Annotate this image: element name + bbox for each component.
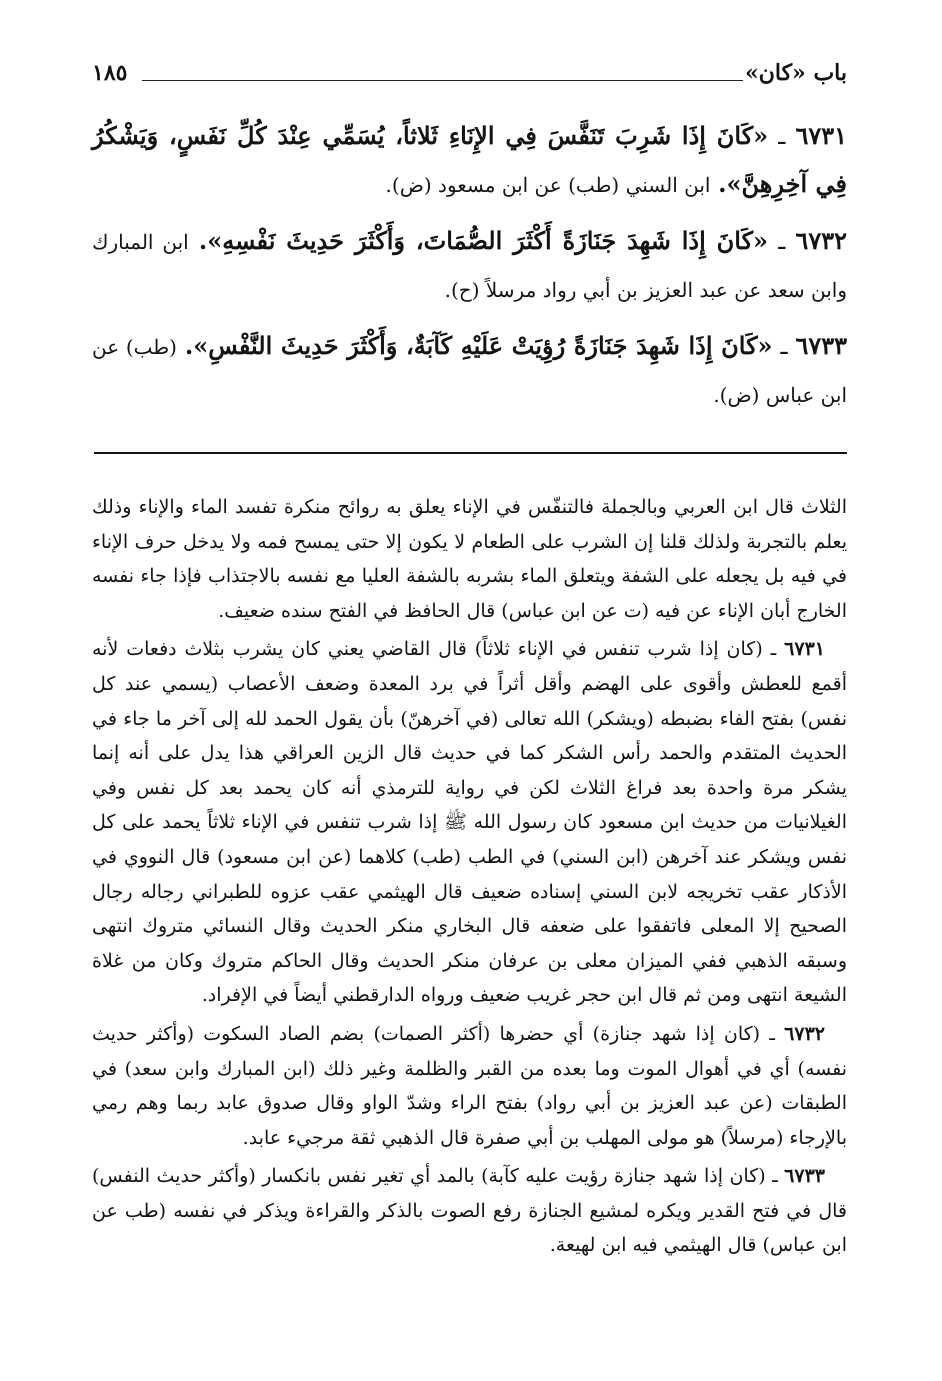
- header-rule: [142, 80, 743, 81]
- commentary-text: (كان إذا شهد جنازة) أي حضرها (أكثر الصمات) بضم الصاد السكوت (وأكثر حديث نفسه) أي في أهوال الموت وما بعده من القبر والظلمة وغير ذلك (ابن المبارك وابن سعد) في الطبقات (عن عبد العزيز بن أبي رواد) بفتح الراء وشدّ الواو وقال صدوق عابد ربما وهم رمي بالإرجاء (مرسلاً) هو مولى المهلب بن أبي صفرة قال الذهبي ثقة مرجيء عابد.: [92, 1022, 847, 1149]
- commentary-text: (كان إذا شهد جنازة رؤيت عليه كآبة) بالمد أي تغير نفس بانكسار (وأكثر حديث النفس) قال في فتح القدير ويكره لمشيع الجنازة رفع الصوت بالذكر والقراءة ويذكر في نفسه (طب عن ابن عباس) قال الهيثمي فيه ابن لهيعة.: [92, 1165, 847, 1257]
- hadith-number: ٦٧٣٣: [795, 331, 847, 360]
- commentary-text: (كان إذا شرب تنفس في الإناء ثلاثاً) قال القاضي يعني كان يشرب بثلاث دفعات لأنه أقمع للعطش وأقوى على الهضم وأقل أثراً في برد المعدة وضعف الأعصاب (يسمي عند كل نفس) بفتح الفاء بضبطه (ويشكر) الله تعالى (في آخرهنّ) بأن يقول الحمد لله إلى آخر ما جاء في الحديث المتقدم والحمد رأس الشكر كما في حديث قال الزين العراقي هذا يدل على أنه إنما يشكر مرة واحدة بعد فراغ الثلاث لكن في رواية للترمذي أنه كان يحمد بعد كل نفس وفي الغيلانيات من حديث ابن مسعود كان رسول الله ﷺ إذا شرب تنفس في الإناء ثلاثاً يحمد على كل نفس ويشكر عند آخرهن (ابن السني) في الطب (طب) كلاهما (عن ابن مسعود) قال النووي في الأذكار عقب تخريجه لابن السني إسناده ضعيف قال الهيثمي عقب عزوه للطبراني رجاله رجال الصحيح إلا المعلى فاتفقوا على ضعفه قال البخاري منكر الحديث وقال النسائي متروك انتهى وسبقه الذهبي ففي الميزان معلى بن عرفان منكر الحديث وقال الحاكم متروك وكان من غلاة الشيعة انتهى ومن ثم قال ابن حجر غريب ضعيف ورواه الدارقطني أيضاً في الإفراد.: [92, 638, 847, 1007]
- hadith-source: (طب) عن ابن عباس (ض).: [92, 335, 847, 407]
- page-header: [92, 56, 847, 96]
- page-number: ١٨٥: [92, 60, 128, 86]
- hadith-quote: «كَانَ إِذَا شَهِدَ جَنَازَةً رُؤِيَتْ عَلَيْهِ كَآبَةٌ، وَأَكْثَرَ حَدِيثَ النَّفْسِ».: [184, 331, 773, 360]
- commentary-number: ٦٧٣١: [784, 638, 825, 661]
- hadith-number: ٦٧٣٢: [795, 226, 847, 255]
- hadith-quote: «كَانَ إِذَا شَهِدَ جَنَازَةً أَكْثَرَ الصُّمَاتَ، وَأَكْثَرَ حَدِيثَ نَفْسِهِ».: [198, 226, 769, 255]
- commentary-entry: ٦٧٣٢ ـ (كان إذا شهد جنازة) أي حضرها (أكثر الصمات) بضم الصاد السكوت (وأكثر حديث نفسه) أي في أهوال الموت وما بعده من القبر والظلمة وغير ذلك (ابن المبارك وابن سعد) في الطبقات (عن عبد العزيز بن أبي رواد) بفتح الراء وشدّ الواو وقال صدوق عابد ربما وهم رمي بالإرجاء (مرسلاً) هو مولى المهلب بن أبي صفرة قال الذهبي ثقة مرجيء عابد.: [92, 1022, 847, 1149]
- section-divider: [94, 452, 847, 454]
- chapter-title: باب «كان»: [744, 60, 847, 86]
- commentary-entry: ٦٧٣١ ـ (كان إذا شرب تنفس في الإناء ثلاثاً) قال القاضي يعني كان يشرب بثلاث دفعات لأنه أقمع للعطش وأقوى على الهضم وأقل أثراً في برد المعدة وضعف الأعصاب (يسمي عند كل نفس) بفتح الفاء بضبطه (ويشكر) الله تعالى (في آخرهنّ) بأن يقول الحمد لله إلى آخر ما جاء في الحديث المتقدم والحمد رأس الشكر كما في حديث قال الزين العراقي هذا يدل على أنه إنما يشكر مرة واحدة بعد فراغ الثلاث لكن في رواية للترمذي أنه كان يحمد بعد كل نفس وفي الغيلانيات من حديث ابن مسعود كان رسول الله ﷺ إذا شرب تنفس في الإناء ثلاثاً يحمد على كل نفس ويشكر عند آخرهن (ابن السني) في الطب (طب) كلاهما (عن ابن مسعود) قال النووي في الأذكار عقب تخريجه لابن السني إسناده ضعيف قال الهيثمي عقب عزوه للطبراني رجاله رجال الصحيح إلا المعلى فاتفقوا على ضعفه قال البخاري منكر الحديث وقال النسائي متروك انتهى وسبقه الذهبي ففي الميزان معلى بن عرفان منكر الحديث وقال الحاكم متروك وكان من غلاة الشيعة انتهى ومن ثم قال ابن حجر غريب ضعيف ورواه الدارقطني أيضاً في الإفراد.: [92, 638, 847, 1007]
- commentary-number: ٦٧٣٢: [784, 1022, 825, 1045]
- commentary-entry: ٦٧٣٣ ـ (كان إذا شهد جنازة رؤيت عليه كآبة) بالمد أي تغير نفس بانكسار (وأكثر حديث النفس) قال في فتح القدير ويكره لمشيع الجنازة رفع الصوت بالذكر والقراءة ويذكر في نفسه (طب عن ابن عباس) قال الهيثمي فيه ابن لهيعة.: [92, 1165, 847, 1257]
- commentary-number: ٦٧٣٣: [784, 1165, 825, 1188]
- hadith-number: ٦٧٣١: [795, 121, 847, 150]
- hadith-text-section: [92, 112, 847, 419]
- hadith-source: ابن المبارك وابن سعد عن عبد العزيز بن أبي رواد مرسلاً (ح).: [92, 230, 847, 302]
- commentary-intro: الثلاث قال ابن العربي وبالجملة فالتنفّس في الإناء يعلق به روائح منكرة تفسد الماء والإناء وذلك يعلم بالتجربة ولذلك قلنا إن الشرب على الطعام لا يكون إلا حتى يمسح فمه ولا يدخل حرف الإناء في فيه بل يجعله على الشفة ويتعلق الماء بشربه بالشفة العليا مع نفسه بالاجتذاب فإذا جاء نفسه الخارج أبان الإناء عن فيه (ت عن ابن عباس) قال الحافظ في الفتح سنده ضعيف.: [92, 496, 847, 622]
- hadith-entry: ٦٧٣٢ ـ «كَانَ إِذَا شَهِدَ جَنَازَةً أَكْثَرَ الصُّمَاتَ، وَأَكْثَرَ حَدِيثَ نَفْسِهِ». ابن المبارك وابن سعد عن عبد العزيز بن أبي رواد مرسلاً (ح).: [92, 226, 847, 302]
- hadith-entry: ٦٧٣٣ ـ «كَانَ إِذَا شَهِدَ جَنَازَةً رُؤِيَتْ عَلَيْهِ كَآبَةٌ، وَأَكْثَرَ حَدِيثَ النَّفْسِ». (طب) عن ابن عباس (ض).: [92, 331, 847, 407]
- commentary-section: [92, 490, 847, 1263]
- hadith-quote: «كَانَ إِذَا شَرِبَ تَنَفَّسَ فِي الإِنَاءِ ثَلاثاً، يُسَمِّي عِنْدَ كُلِّ نَفَسٍ، وَيَشْكُرُ فِي آخِرِهِنَّ».: [92, 121, 847, 198]
- hadith-entry: ٦٧٣١ ـ «كَانَ إِذَا شَرِبَ تَنَفَّسَ فِي الإِنَاءِ ثَلاثاً، يُسَمِّي عِنْدَ كُلِّ نَفَسٍ، وَيَشْكُرُ فِي آخِرِهِنَّ». ابن السني (طب) عن ابن مسعود (ض).: [92, 121, 847, 198]
- hadith-source: ابن السني (طب) عن ابن مسعود (ض).: [385, 173, 711, 197]
